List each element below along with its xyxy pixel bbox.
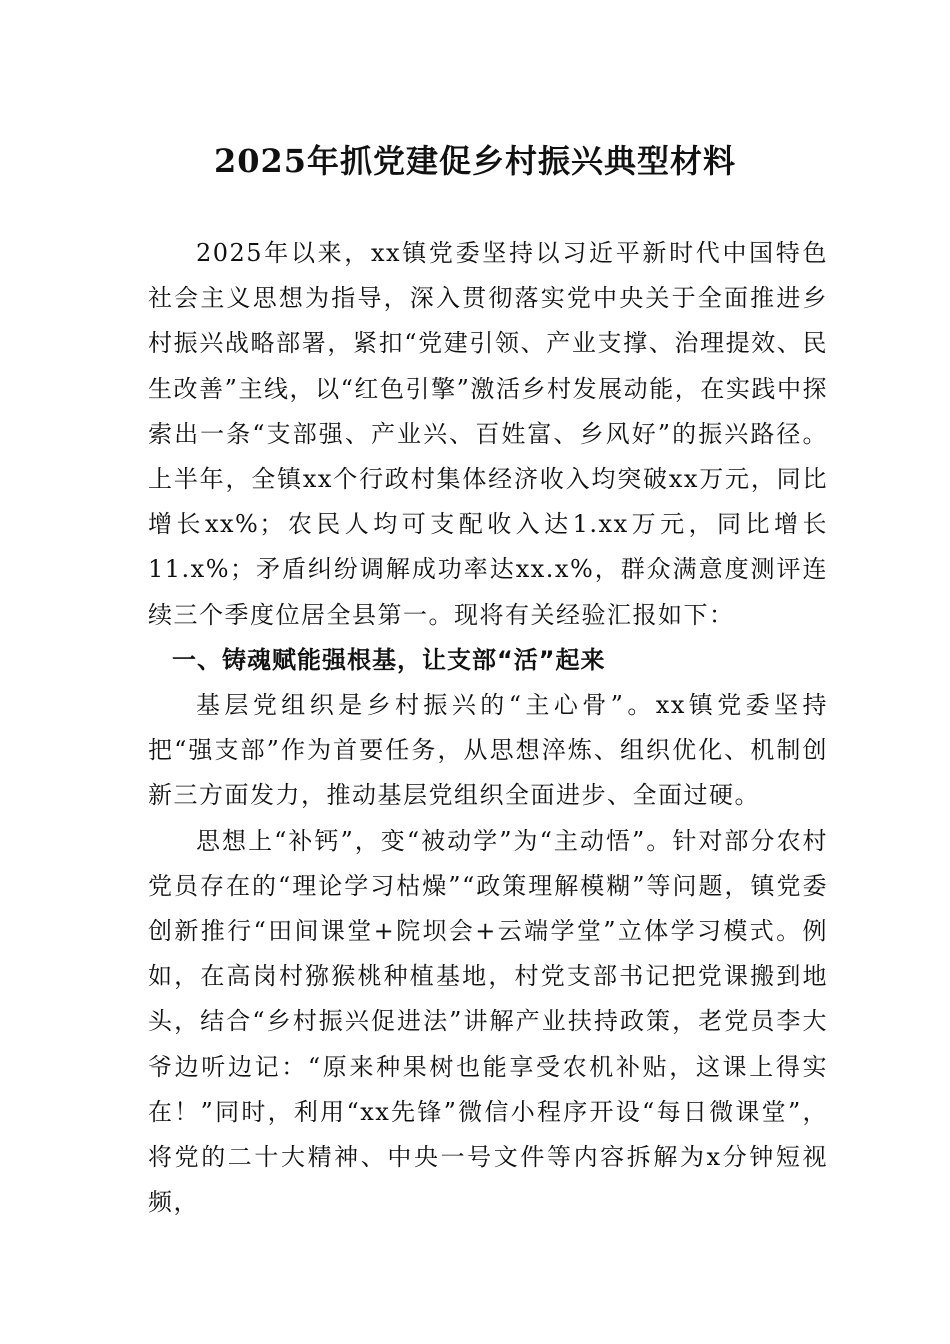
body-paragraph: 基层党组织是乡村振兴的“主心骨”。xx镇党委坚持把“强支部”作为首要任务，从思想淬炼、组织优化、机制创新三方面发力，推动基层党组织全面进步、全面过硬。	[148, 691, 828, 810]
body-paragraph: 思想上“补钙”，变“被动学”为“主动悟”。针对部分农村党员存在的“理论学习枯燥”“政策理解模糊”等问题，镇党委创新推行“田间课堂+院坝会+云端学堂”立体学习模式。例如，在高岗村猕猴桃种植基地，村党支部书记把党课搬到地头，结合“乡村振兴促进法”讲解产业扶持政策，老党员李大爷边听边记：“原来种果树也能享受农机补贴，这课上得实在！”同时，利用“xx先锋”微信小程序开设“每日微课堂”，将党的二十大精神、中央一号文件等内容拆解为x分钟短视频，	[148, 826, 828, 1217]
document-title: 2025年抓党建促乡村振兴典型材料	[213, 142, 737, 180]
document-body	[148, 231, 828, 1225]
intro-paragraph: 2025年以来，xx镇党委坚持以习近平新时代中国特色社会主义思想为指导，深入贯彻落实党中央关于全面推进乡村振兴战略部署，紧扣“党建引领、产业支撑、治理提效、民生改善”主线，以“红色引擎”激活乡村发展动能，在实践中探索出一条“支部强、产业兴、百姓富、乡风好”的振兴路径。上半年，全镇xx个行政村集体经济收入均突破xx万元，同比增长xx%；农民人均可支配收入达1.xx万元，同比增长11.x%；矛盾纠纷调解成功率达xx.x%，群众满意度测评连续三个季度位居全县第一。现将有关经验汇报如下：	[148, 239, 828, 629]
section-heading: 一、铸魂赋能强根基，让支部“活”起来	[172, 645, 606, 674]
